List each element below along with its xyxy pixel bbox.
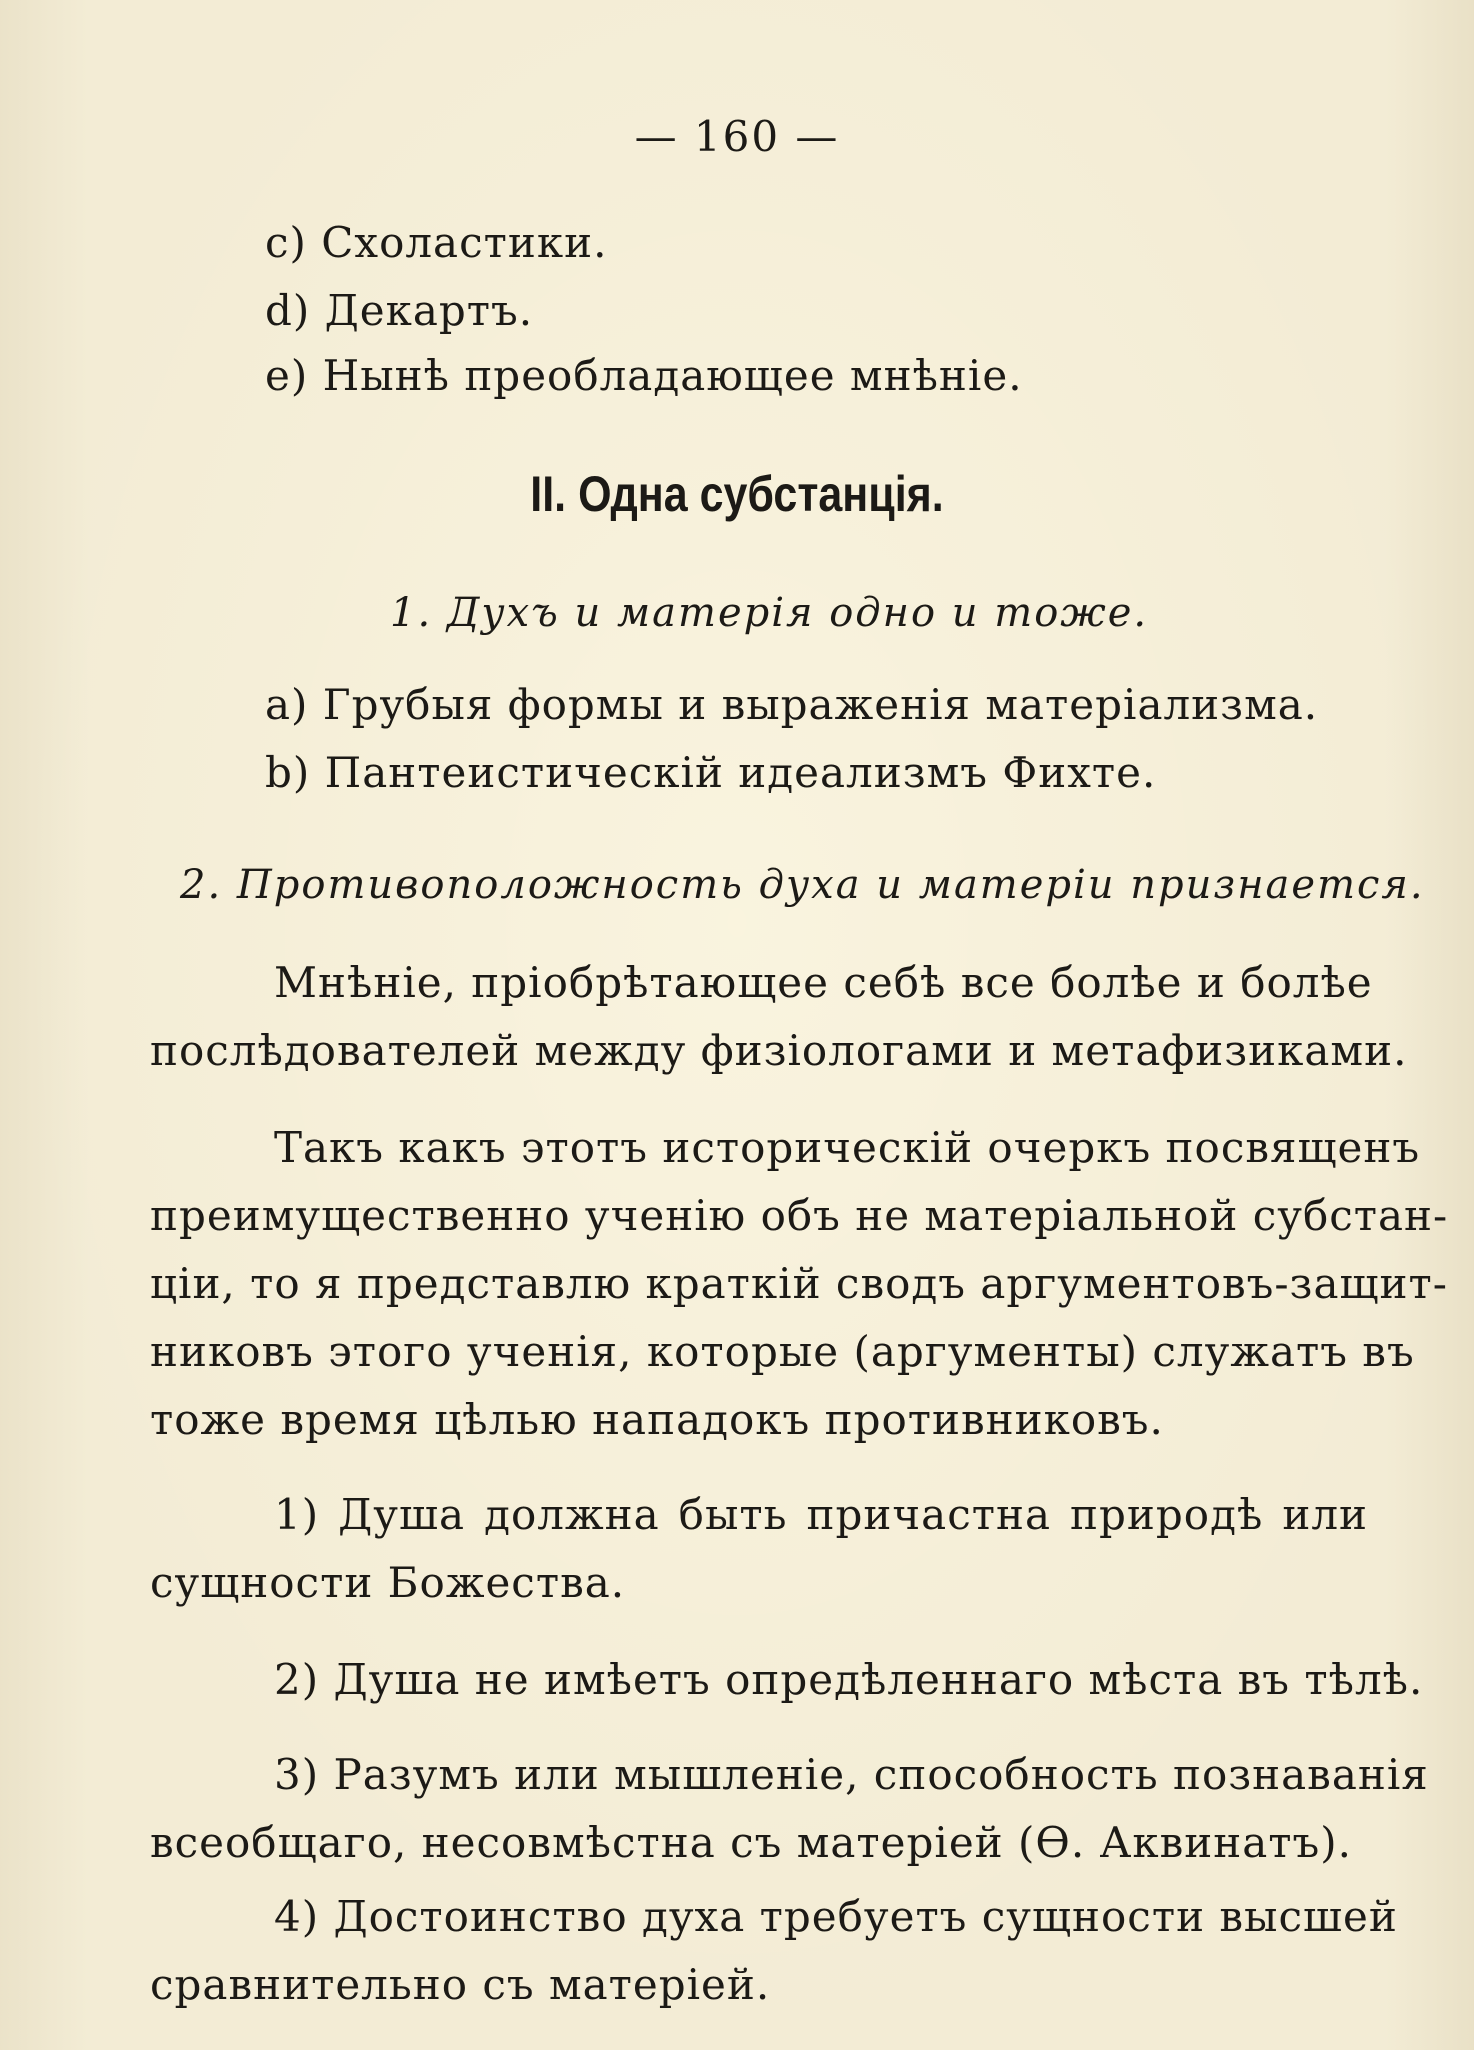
subheading-1: 1. Духъ и матерія одно и тоже. bbox=[390, 590, 1149, 636]
argument-3-line-2: всеобщаго, несовмѣстна съ матеріей (Ѳ. Аквинатъ). bbox=[150, 1818, 1352, 1867]
argument-3-line-1: 3) Разумъ или мышленіе, способность познаванія bbox=[274, 1750, 1429, 1799]
argument-2: 2) Душа не имѣетъ опредѣленнаго мѣста въ тѣлѣ. bbox=[274, 1655, 1424, 1704]
subheading-2: 2. Противоположность духа и матеріи признается. bbox=[180, 862, 1425, 908]
paragraph-2-line-4: никовъ этого ученія, которые (аргументы) служатъ въ bbox=[150, 1327, 1415, 1376]
sub1-item-a: a) Грубыя формы и выраженія матеріализма. bbox=[265, 680, 1319, 729]
section-heading: II. Одна субстанція. bbox=[530, 466, 944, 522]
paragraph-2-line-2: преимущественно ученію объ не матеріальной субстан- bbox=[150, 1191, 1449, 1240]
page-number: — 160 — bbox=[634, 112, 840, 161]
list-item-d: d) Декартъ. bbox=[265, 286, 534, 335]
paragraph-2-line-5: тоже время цѣлью нападокъ противниковъ. bbox=[150, 1395, 1164, 1444]
argument-1-line-1: 1) Душа должна быть причастна природѣ или bbox=[274, 1490, 1368, 1539]
argument-4-line-1: 4) Достоинство духа требуетъ сущности высшей bbox=[274, 1892, 1398, 1941]
paragraph-1-line-2: послѣдователей между физіологами и метафизиками. bbox=[150, 1026, 1408, 1075]
list-item-e: e) Нынѣ преобладающее мнѣніе. bbox=[265, 351, 1023, 400]
list-item-c: c) Схоластики. bbox=[265, 218, 608, 267]
argument-4-line-2: сравнительно съ матеріей. bbox=[150, 1960, 771, 2009]
paragraph-2-line-3: ціи, то я представлю краткій сводъ аргументовъ-защит- bbox=[150, 1259, 1448, 1308]
paragraph-2-line-1: Такъ какъ этотъ историческій очеркъ посвященъ bbox=[274, 1123, 1421, 1172]
argument-1-line-2: сущности Божества. bbox=[150, 1558, 626, 1607]
sub1-item-b: b) Пантеистическій идеализмъ Фихте. bbox=[265, 748, 1157, 797]
paragraph-1-line-1: Мнѣніе, пріобрѣтающее себѣ все болѣе и болѣе bbox=[274, 958, 1373, 1007]
